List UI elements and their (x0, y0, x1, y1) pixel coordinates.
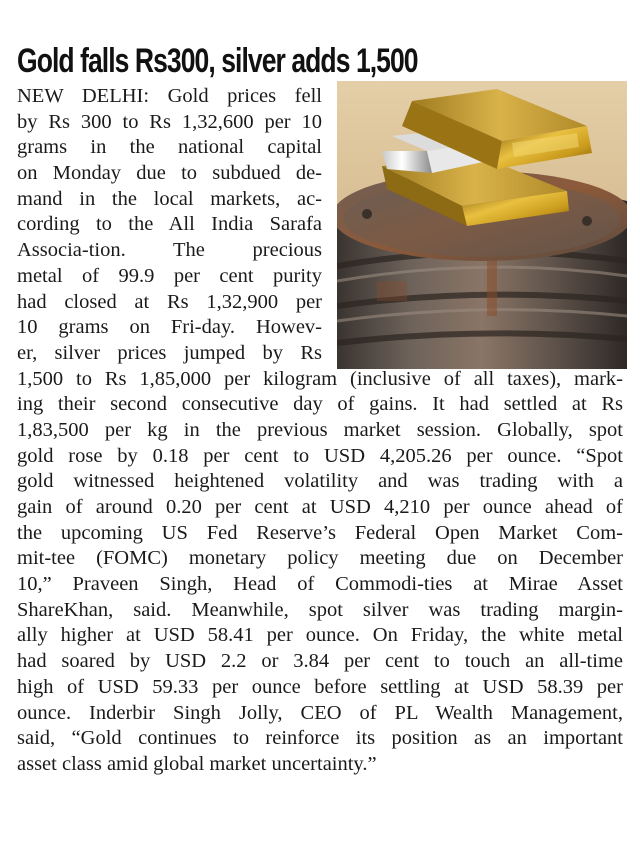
article-line: Associa-tion. The precious (17, 239, 322, 262)
article-line: 1,83,500 per kg in the previous market session. Globally, spot (17, 418, 623, 441)
article-line: said, “Gold continues to reinforce its position as an important (17, 727, 623, 750)
article-line: ally higher at USD 58.41 per ounce. On Friday, the white metal (17, 624, 623, 647)
article-line: the upcoming US Fed Reserve’s Federal Open Market Com- (17, 521, 623, 544)
headline: Gold falls Rs300, silver adds 1,500 (17, 41, 418, 80)
article-line: gold rose by 0.18 per cent to USD 4,205.26 per ounce. “Spot (17, 444, 623, 467)
article-line: had soared by USD 2.2 or 3.84 per cent to touch an all-time (17, 650, 623, 673)
article-line: 10,” Praveen Singh, Head of Commodi-ties at Mirae Asset (17, 573, 623, 596)
article-line: ing their second consecutive day of gains. It had settled at Rs (17, 393, 623, 416)
article-line: ShareKhan, said. Meanwhile, spot silver was trading margin- (17, 598, 623, 621)
article-line: on Monday due to subdued de- (17, 162, 322, 185)
article-body (17, 84, 627, 778)
article-line: had closed at Rs 1,32,900 per (17, 290, 322, 313)
article-line: high of USD 59.33 per ounce before settling at USD 58.39 per (17, 675, 623, 698)
article-line: gold witnessed heightened volatility and was trading with a (17, 470, 623, 493)
article-line: er, silver prices jumped by Rs (17, 341, 322, 364)
article-line: 1,500 to Rs 1,85,000 per kilogram (inclusive of all taxes), mark- (17, 367, 623, 390)
article-line: NEW DELHI: Gold prices fell (17, 85, 322, 107)
article-line: mit-tee (FOMC) monetary policy meeting due on December (17, 547, 623, 570)
article-line: by Rs 300 to Rs 1,32,600 per 10 (17, 110, 322, 133)
article-line: ounce. Inderbir Singh Jolly, CEO of PL Wealth Management, (17, 701, 623, 724)
article-line: gain of around 0.20 per cent at USD 4,210 per ounce ahead of (17, 496, 623, 518)
article-line: asset class amid global market uncertainty.” (17, 752, 377, 775)
article-line: mand in the local markets, ac- (17, 187, 322, 210)
article-line: metal of 99.9 per cent purity (17, 264, 322, 287)
article-line: cording to the All India Sarafa (17, 213, 322, 236)
article-line: 10 grams on Fri-day. Howev- (17, 316, 322, 339)
article-line: grams in the national capital (17, 136, 322, 159)
